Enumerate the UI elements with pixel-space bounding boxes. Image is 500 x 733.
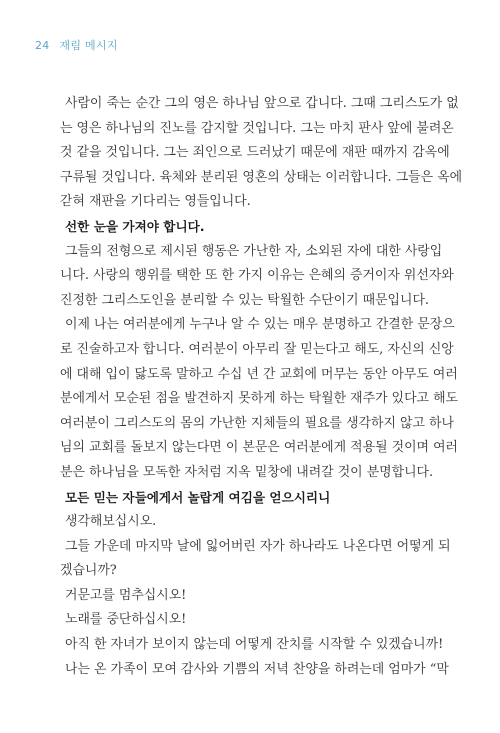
section-heading: 모든 믿는 자들에게서 놀랍게 여김을 얻으시리니	[65, 489, 331, 505]
text-line: 겠습니까?	[60, 563, 117, 579]
text-line: 그들의 전형으로 제시된 행동은 가난한 자, 소외된 자에 대한 사랑입	[65, 243, 443, 259]
text-line: 는 영은 하나님의 진노를 감지할 것입니다. 그는 마치 판사 앞에 불려온	[60, 120, 454, 136]
running-title: 재림 메시지	[59, 39, 118, 52]
text-line: 에 대해 입이 닳도록 말하고 수십 년 간 교회에 머무는 동안 아무도 여러	[60, 366, 458, 382]
text-line: 갇혀 재판을 기다리는 영들입니다.	[60, 194, 251, 210]
text-line: 님의 교회를 돌보지 않는다면 이 본문은 여러분에게 적용될 것이며 여러	[60, 440, 458, 456]
text-line: 여러분이 그리스도의 몸의 가난한 지체들의 필요를 생각하지 않고 하나	[60, 415, 454, 431]
text-line: 사람이 죽는 순간 그의 영은 하나님 앞으로 갑니다. 그때 그리스도가 없	[65, 96, 459, 111]
text-line: 아직 한 자녀가 보이지 않는데 어떻게 잔치를 시작할 수 있겠습니까!	[65, 637, 444, 653]
text-line: 분에게서 모순된 점을 발견하지 못하게 하는 탁월한 재주가 있다고 해도	[60, 391, 458, 407]
section-heading: 선한 눈을 가져야 합니다.	[65, 218, 205, 234]
text-line: 진정한 그리스도인을 분리할 수 있는 탁월한 수단이기 때문입니다.	[60, 292, 429, 308]
text-line: 분은 하나님을 모독한 자처럼 지옥 밑창에 내려갈 것이 분명합니다.	[60, 464, 434, 480]
text-line: 것 같을 것입니다. 그는 죄인으로 드러났기 때문에 재판 때까지 감옥에	[60, 145, 450, 161]
running-head	[35, 37, 118, 53]
text-line: 노래를 중단하십시오!	[65, 612, 187, 628]
text-line: 니다. 사랑의 행위를 택한 또 한 가지 이유는 은혜의 증거이자 위선자와	[60, 268, 454, 284]
text-line: 거문고를 멈추십시오!	[65, 587, 187, 603]
text-line: 로 진술하고자 합니다. 여러분이 아무리 잘 믿는다고 해도, 자신의 신앙	[60, 341, 454, 357]
page-number: 24	[35, 39, 50, 52]
body-text	[60, 92, 463, 682]
text-line: 생각해보십시오.	[65, 514, 157, 530]
text-line: 이제 나는 여러분에게 누구나 알 수 있는 매우 분명하고 간결한 문장으	[65, 317, 455, 333]
text-line: 나는 온 가족이 모여 감사와 기쁨의 저녁 찬양을 하려는데 엄마가 “막	[65, 661, 449, 677]
text-line: 그들 가운데 마지막 날에 잃어버린 자가 하나라도 나온다면 어떻게 되	[65, 538, 451, 554]
text-line: 구류될 것입니다. 육체와 분리된 영혼의 상태는 이러합니다. 그들은 옥에	[60, 169, 463, 185]
